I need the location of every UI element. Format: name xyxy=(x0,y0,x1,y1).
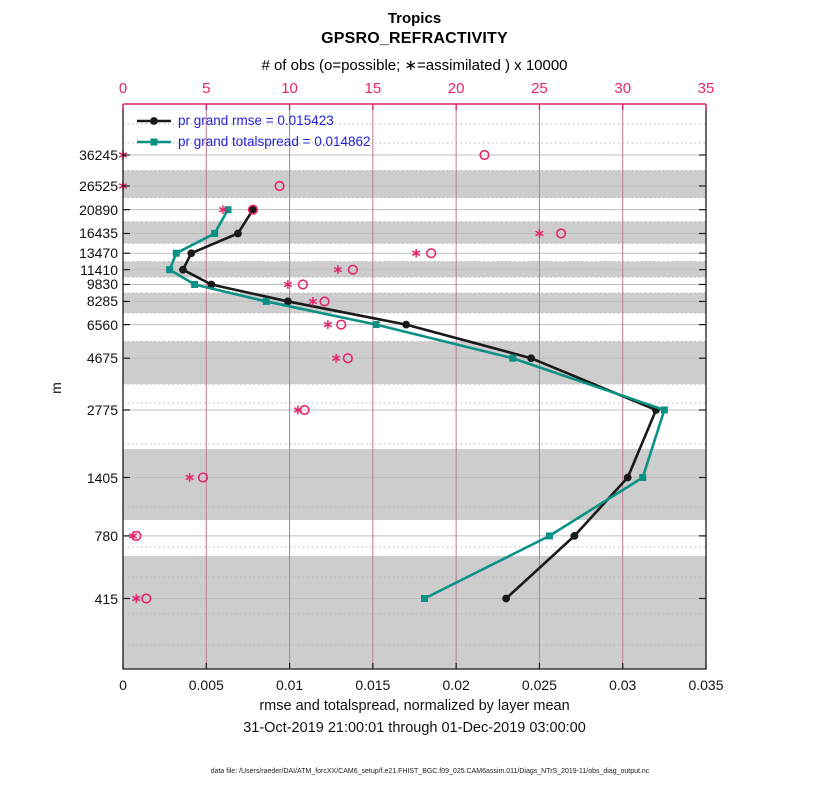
rmse-point xyxy=(187,249,195,257)
spread-point xyxy=(639,474,646,481)
y-axis-tick: 11410 xyxy=(80,261,118,278)
rmse-point xyxy=(527,354,535,362)
top-axis-tick: 30 xyxy=(614,80,632,97)
date-range-label: 31-Oct-2019 21:00:01 through 01-Dec-2019 03:00:00 xyxy=(243,720,586,736)
top-axis-tick: 15 xyxy=(364,80,382,97)
layer-band xyxy=(123,556,706,669)
y-axis-tick: 9830 xyxy=(86,276,118,293)
spread-point xyxy=(211,230,218,237)
spread-point xyxy=(373,321,380,328)
y-axis-tick: 16435 xyxy=(79,225,118,242)
x-axis-label: rmse and totalspread, normalized by layer mean xyxy=(259,698,570,714)
legend-swatch-totalspread xyxy=(136,135,172,149)
rmse-point xyxy=(234,230,242,238)
legend-label: pr grand rmse = 0.015423 xyxy=(178,113,334,128)
y-axis-tick: 415 xyxy=(94,590,118,607)
spread-point xyxy=(509,355,516,362)
bottom-axis-tick: 0.015 xyxy=(355,677,391,693)
y-axis-tick: 780 xyxy=(94,527,118,544)
layer-band xyxy=(123,222,706,244)
rmse-point xyxy=(179,266,187,274)
legend-item xyxy=(136,131,371,152)
top-axis-tick: 5 xyxy=(202,80,211,97)
bottom-axis-tick: 0.01 xyxy=(275,677,304,693)
rmse-point xyxy=(624,474,632,482)
spread-point xyxy=(224,206,231,213)
bottom-axis-tick: 0.03 xyxy=(609,677,637,693)
layer-band xyxy=(123,171,706,198)
top-axis-tick: 20 xyxy=(447,80,465,97)
legend xyxy=(136,110,371,152)
spread-point xyxy=(173,250,180,257)
top-axis-tick: 0 xyxy=(118,80,128,97)
top-axis-tick: 25 xyxy=(531,80,548,97)
legend-label: pr grand totalspread = 0.014862 xyxy=(178,134,371,149)
spread-point xyxy=(263,298,270,305)
layer-band xyxy=(123,341,706,384)
y-axis-tick: 6560 xyxy=(86,316,118,333)
spread-point xyxy=(546,532,553,539)
y-axis-tick: 1405 xyxy=(86,469,118,486)
chart-field-title: GPSRO_REFRACTIVITY xyxy=(321,30,508,47)
legend-item xyxy=(136,110,371,131)
legend-swatch-rmse xyxy=(136,114,172,128)
bottom-axis-tick: 0.005 xyxy=(188,677,224,693)
spread-point xyxy=(191,281,198,288)
top-axis-label: # of obs (o=possible; ∗=assimilated ) x 10000 xyxy=(261,57,568,74)
y-axis-tick: 36245 xyxy=(79,147,118,163)
rmse-point xyxy=(502,595,510,603)
y-axis-label: m xyxy=(47,382,64,394)
y-axis-tick: 4675 xyxy=(86,350,118,367)
y-axis-tick: 2775 xyxy=(86,401,118,418)
spread-point xyxy=(421,595,428,602)
data-file-path: data file: /Users/raeder/DAI/ATM_forcXX/CAM6_setup/f.e21.FHIST_BGC.f09_025.CAM6assim.011/Diags_NTrS_2019-11/obs_diag_output.nc xyxy=(210,768,650,775)
bottom-axis-tick: 0.02 xyxy=(442,677,470,693)
bottom-axis-tick: 0.035 xyxy=(688,677,724,693)
bottom-axis-tick: 0.025 xyxy=(521,677,557,693)
y-axis-tick: 26525 xyxy=(79,177,118,194)
spread-point xyxy=(166,266,173,273)
y-axis-tick: 13470 xyxy=(79,245,118,262)
bottom-axis-tick: 0 xyxy=(119,677,127,693)
y-axis-tick: 20890 xyxy=(79,201,118,218)
layer-band xyxy=(123,293,706,313)
rmse-point xyxy=(402,321,410,329)
top-axis-tick: 35 xyxy=(697,80,715,97)
top-axis-tick: 10 xyxy=(281,80,298,97)
y-axis-tick: 8285 xyxy=(86,293,118,310)
spread-point xyxy=(661,406,668,413)
rmse-point xyxy=(571,532,579,540)
layer-band xyxy=(123,449,706,520)
chart-region-title: Tropics xyxy=(387,10,442,27)
